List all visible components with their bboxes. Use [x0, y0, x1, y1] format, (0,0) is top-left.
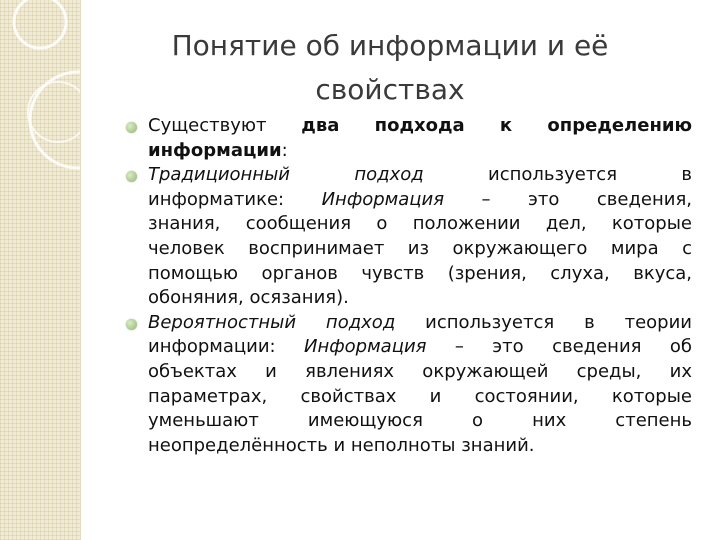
bullet-dot-icon	[126, 171, 137, 182]
text-segment: объектах и явлениях окружающей среды, их	[148, 360, 692, 382]
text-segment: – это сведения,	[444, 188, 692, 210]
text-segment: помощью органов чувств (зрения, слуха, вкуса,	[148, 262, 692, 284]
text-segment: информатике:	[148, 188, 322, 210]
text-line	[148, 163, 692, 188]
text-segment: Вероятностный подход	[148, 311, 396, 333]
text-line	[148, 114, 692, 139]
text-segment: два подхода к определению	[301, 115, 692, 136]
text-segment: параметрах, свойствах и состоянии, которые	[148, 385, 692, 407]
text-segment: Существуют	[148, 115, 302, 136]
text-line	[148, 286, 692, 311]
bullet-item	[126, 311, 692, 459]
text-line	[148, 188, 692, 213]
text-line	[148, 212, 692, 237]
text-segment: :	[281, 139, 288, 161]
text-segment: – это сведения об	[426, 336, 692, 358]
text-line	[148, 262, 692, 287]
text-segment: используется в теории	[395, 311, 692, 333]
text-line	[148, 409, 692, 434]
decorative-circles	[0, 0, 80, 540]
text-segment: уменьшают имеющуюся о них степень	[148, 410, 692, 432]
slide-title	[120, 24, 660, 112]
bullet-item	[126, 114, 692, 163]
text-segment: Информация	[304, 336, 427, 358]
bullet-item	[126, 163, 692, 311]
text-segment: Информация	[321, 188, 445, 210]
text-segment: неопределённость и неполноты знаний.	[148, 434, 535, 456]
text-segment: информации	[148, 139, 282, 161]
title-line-2: свойствах	[315, 73, 465, 106]
text-segment: знания, сообщения о положении дел, которые	[148, 213, 692, 235]
text-line	[148, 385, 692, 410]
text-line	[148, 434, 692, 459]
text-line	[148, 139, 692, 164]
text-segment: Традиционный подход	[148, 164, 424, 186]
bullet-list	[126, 114, 692, 458]
text-segment: информации:	[148, 336, 305, 358]
decorative-sidebar	[0, 0, 81, 540]
bullet-dot-icon	[126, 319, 137, 330]
title-line-1: Понятие об информации и её	[171, 29, 609, 62]
text-segment: обоняния, осязания).	[148, 287, 349, 309]
text-segment: человек воспринимает из окружающего мира с	[148, 237, 692, 259]
text-line	[148, 360, 692, 385]
text-line	[148, 335, 692, 360]
text-line	[148, 237, 692, 262]
text-segment: используется в	[423, 164, 692, 186]
bullet-dot-icon	[126, 122, 137, 133]
text-line	[148, 311, 692, 336]
